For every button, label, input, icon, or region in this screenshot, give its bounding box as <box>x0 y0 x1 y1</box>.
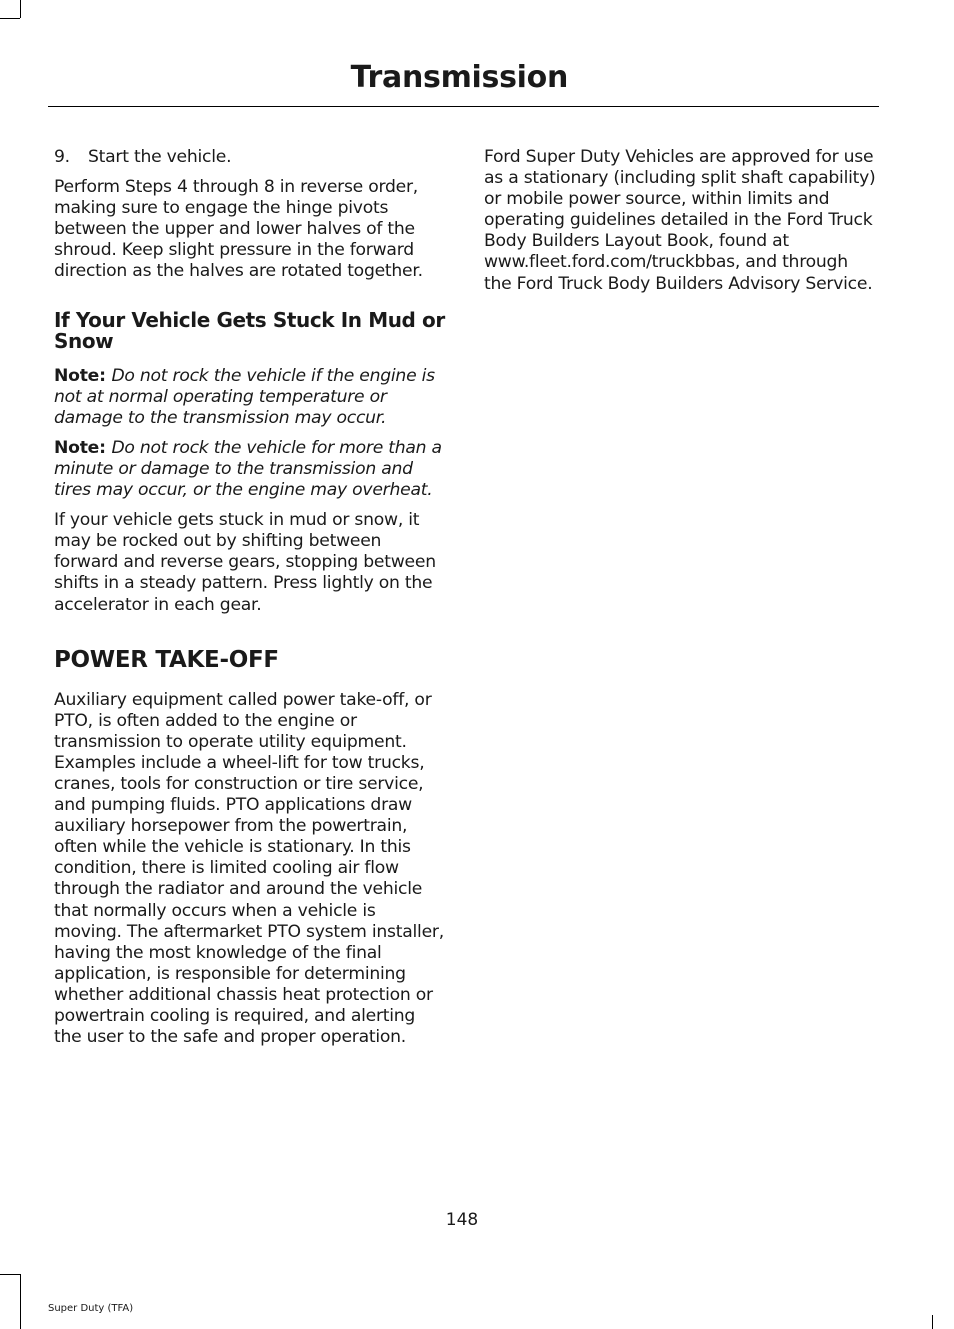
page-title: Transmission <box>350 60 568 95</box>
note-text: Do not rock the vehicle for more than a minute or damage to the transmission and tires may occur, or the engine may overheat. <box>54 437 442 501</box>
crop-mark-bottom-left-h <box>0 1274 20 1275</box>
paragraph-pto: Auxiliary equipment called power take-off, or PTO, is often added to the engine or transmission to operate utility equipment. Examples include a wheel-lift for tow trucks, cranes, tools for construction or tire service, and pumping fluids. PTO applications draw auxiliary horsepower from the powertrain, often while the vehicle is stationary. In this condition, there is limited cooling air flow through the radiator and around the vehicle that normally occurs when a vehicle is moving. The aftermarket PTO system installer, having the most knowledge of the final application, is responsible for determining whether additional chassis heat protection or powertrain cooling is required, and alerting the user to the safe and proper operation. <box>54 689 444 1048</box>
section-heading-pto: POWER TAKE-OFF <box>54 646 279 673</box>
note-1 <box>54 366 446 429</box>
step-item <box>54 147 446 168</box>
crop-mark-top-left-v <box>20 0 21 18</box>
note-label: Note: <box>54 437 112 458</box>
step-number: 9. <box>54 147 70 167</box>
crop-mark-top-left-h <box>0 18 20 19</box>
crop-mark-bottom-left-v <box>20 1274 21 1329</box>
note-2 <box>54 438 446 501</box>
subheading-stuck: If Your Vehicle Gets Stuck In Mud or Snow <box>54 307 445 353</box>
note-text: Do not rock the vehicle if the engine is not at normal operating temperature or damage to the transmission may occur. <box>54 365 435 428</box>
paragraph-approved: Ford Super Duty Vehicles are approved for use as a stationary (including split shaft capability) or mobile power source, within limits and operating guidelines detailed in the Ford Truck Body Builders Layout Book, found at www.fleet.ford.com/truckbbas, and through the Ford Truck Body Builders Advisory Service. <box>484 147 876 294</box>
step-text: Start the vehicle. <box>88 147 232 167</box>
paragraph-stuck: If your vehicle gets stuck in mud or snow, it may be rocked out by shifting between forward and reverse gears, stopping between shifts in a steady pattern. Press lightly on the accelerator in each gear. <box>54 510 436 615</box>
right-column <box>484 147 879 304</box>
left-column <box>54 147 446 1057</box>
title-divider <box>48 106 879 107</box>
note-label: Note: <box>54 365 112 386</box>
footer-text: Super Duty (TFA) <box>48 1303 134 1314</box>
paragraph-reverse-steps: Perform Steps 4 through 8 in reverse order, making sure to engage the hinge pivots between the upper and lower halves of the shroud. Keep slight pressure in the forward direction as the halves are rotated together. <box>54 177 423 282</box>
page-number: 148 <box>445 1210 479 1230</box>
crop-mark-bottom-right-1 <box>932 1315 933 1329</box>
